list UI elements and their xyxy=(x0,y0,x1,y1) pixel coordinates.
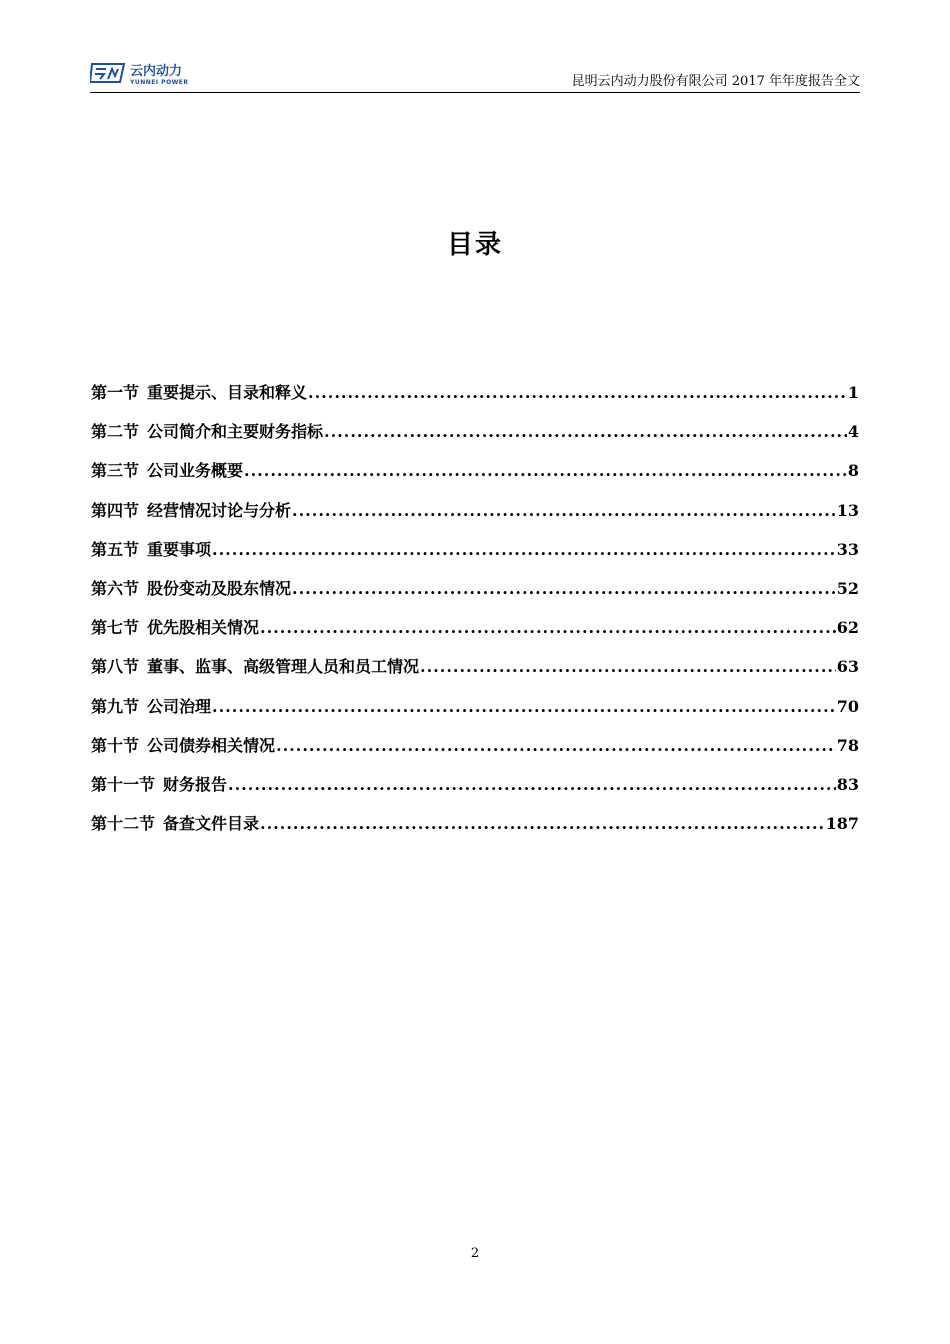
toc-page-number: 13 xyxy=(836,500,859,520)
toc-entry[interactable] xyxy=(91,380,859,419)
toc-dot-leader xyxy=(276,733,836,759)
toc-dot-leader xyxy=(244,458,847,484)
toc-page-number: 8 xyxy=(847,461,859,481)
logo-text-cn: 云内动力 xyxy=(130,64,183,79)
toc-entry[interactable] xyxy=(91,537,859,576)
toc-section-number: 第十一节 xyxy=(91,774,156,794)
page-title: 目录 xyxy=(446,230,503,260)
toc-entry-label: 公司简介和主要财务指标 xyxy=(147,422,324,442)
toc-dot-leader xyxy=(212,537,836,563)
toc-entry[interactable] xyxy=(91,576,859,615)
toc-entry[interactable] xyxy=(91,694,859,733)
toc-entry-label: 经营情况讨论与分析 xyxy=(147,500,292,520)
toc-page-number: 63 xyxy=(836,657,859,677)
toc-dot-leader xyxy=(324,419,847,445)
toc-entry-label: 股份变动及股东情况 xyxy=(147,578,292,598)
toc-section-number: 第十二节 xyxy=(91,814,156,834)
toc-page-number: 4 xyxy=(847,422,859,442)
toc-entry-label: 公司债券相关情况 xyxy=(147,735,276,755)
toc-entry[interactable] xyxy=(91,419,859,458)
toc-entry-label: 公司业务概要 xyxy=(147,461,244,481)
toc-page-number: 70 xyxy=(836,696,859,716)
page-header xyxy=(90,56,860,93)
page-number: 2 xyxy=(470,1246,480,1261)
toc-section-number: 第五节 xyxy=(91,539,140,559)
toc-page-number: 62 xyxy=(836,618,859,638)
toc-dot-leader xyxy=(292,576,836,602)
toc-dot-leader xyxy=(420,654,836,680)
toc-dot-leader xyxy=(308,380,847,406)
toc-section-number: 第六节 xyxy=(91,578,140,598)
logo-text-en: YUNNEI POWER xyxy=(130,79,189,86)
toc-page-number: 187 xyxy=(825,814,859,834)
toc-section-number: 第四节 xyxy=(91,500,140,520)
toc-dot-leader xyxy=(260,615,836,641)
toc-entry[interactable] xyxy=(91,733,859,772)
toc-section-number: 第九节 xyxy=(91,696,140,716)
toc-section-number: 第十节 xyxy=(91,735,140,755)
toc-page-number: 83 xyxy=(836,774,859,794)
toc-entry-label: 公司治理 xyxy=(147,696,212,716)
toc-page-number: 33 xyxy=(836,539,859,559)
toc-section-number: 第八节 xyxy=(91,657,140,677)
toc-section-number: 第七节 xyxy=(91,618,140,638)
toc-entry[interactable] xyxy=(91,654,859,693)
toc-dot-leader xyxy=(260,811,825,837)
toc-dot-leader xyxy=(228,772,836,798)
toc-entry[interactable] xyxy=(91,615,859,654)
table-of-contents xyxy=(91,380,859,850)
toc-entry[interactable] xyxy=(91,498,859,537)
toc-entry[interactable] xyxy=(91,811,859,850)
company-logo xyxy=(90,60,220,86)
toc-entry-label: 备查文件目录 xyxy=(163,814,260,834)
toc-section-number: 第三节 xyxy=(91,461,140,481)
toc-entry[interactable] xyxy=(91,772,859,811)
report-title: 昆明云内动力股份有限公司 2017 年年度报告全文 xyxy=(571,74,860,89)
toc-entry[interactable] xyxy=(91,458,859,497)
toc-dot-leader xyxy=(212,694,836,720)
toc-entry-label: 财务报告 xyxy=(163,774,228,794)
yn-logo-mark-icon xyxy=(90,60,220,86)
toc-section-number: 第一节 xyxy=(91,383,140,402)
toc-entry-label: 董事、监事、高级管理人员和员工情况 xyxy=(147,657,420,677)
toc-page-number: 52 xyxy=(836,578,859,598)
toc-section-number: 第二节 xyxy=(91,422,140,442)
toc-entry-label: 重要事项 xyxy=(147,539,212,559)
toc-page-number: 78 xyxy=(836,735,859,755)
toc-entry-label: 优先股相关情况 xyxy=(147,618,260,638)
toc-entry-label: 重要提示、目录和释义 xyxy=(147,383,308,402)
toc-page-number: 1 xyxy=(847,383,859,402)
toc-dot-leader xyxy=(292,498,836,524)
